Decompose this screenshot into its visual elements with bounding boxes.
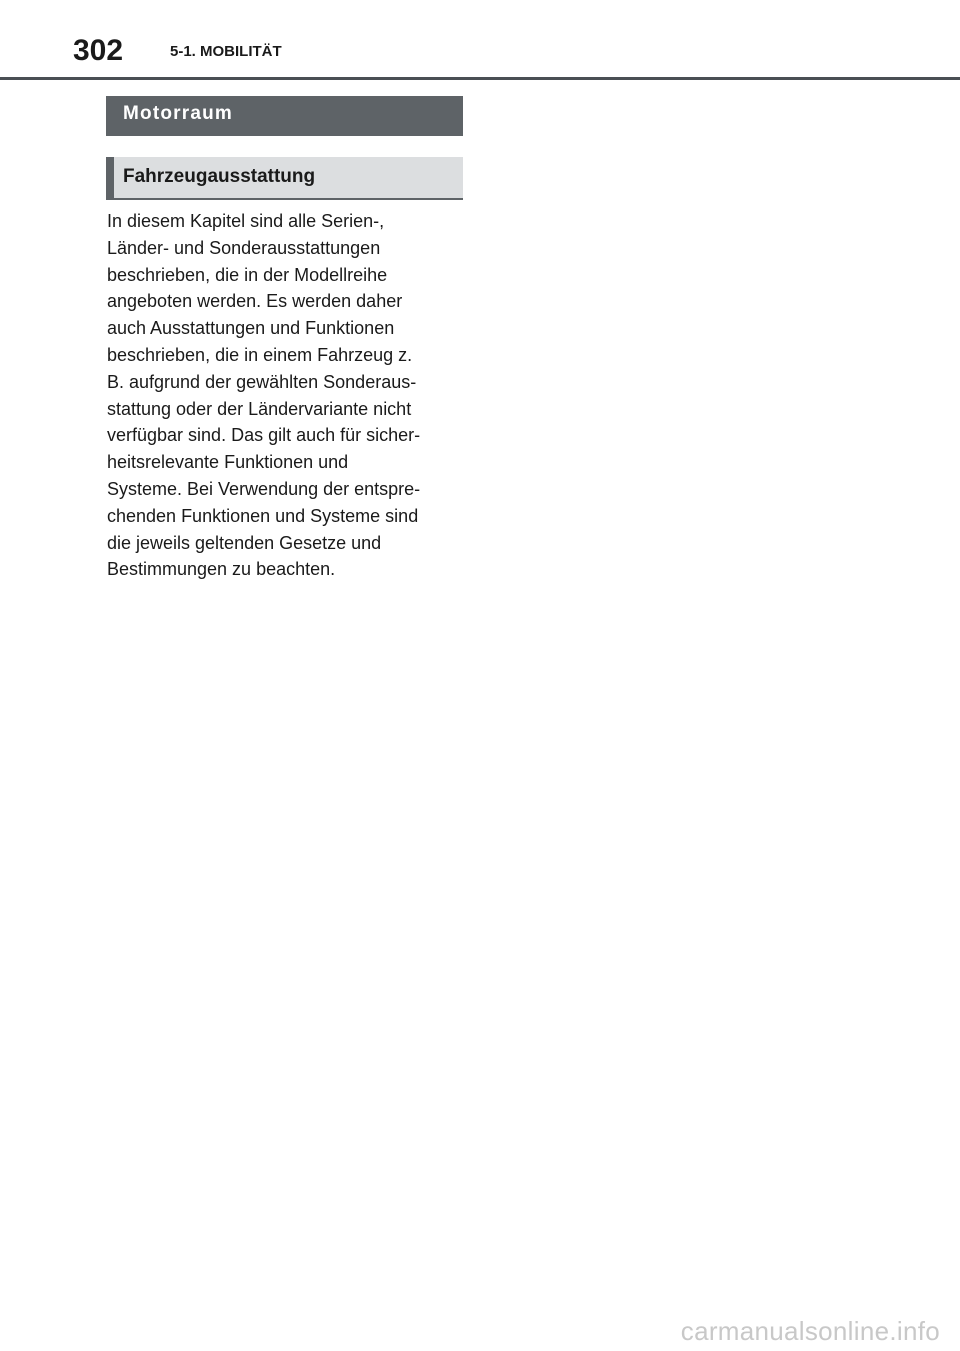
section-title: Motorraum xyxy=(123,103,234,124)
body-line: chenden Funktionen und Systeme sind xyxy=(107,505,419,526)
chapter-title: 5-1. MOBILITÄT xyxy=(170,43,282,60)
body-line: stattung oder der Ländervariante nicht xyxy=(107,398,412,419)
body-line: Systeme. Bei Verwendung der entspre- xyxy=(107,478,421,499)
body-line: die jeweils geltenden Gesetze und xyxy=(107,532,382,553)
page-number: 302 xyxy=(73,34,124,67)
body-line: heitsrelevante Funktionen und xyxy=(107,452,349,473)
body-line: beschrieben, die in einem Fahrzeug z. xyxy=(107,344,413,365)
body-line: Länder- und Sonderausstattungen xyxy=(107,237,381,258)
body-line: auch Ausstattungen und Funktionen xyxy=(107,318,395,339)
body-paragraph xyxy=(107,208,467,583)
subsection-banner xyxy=(106,157,463,200)
header-divider xyxy=(0,77,960,80)
body-line: Bestimmungen zu beachten. xyxy=(107,559,336,580)
body-line: angeboten werden. Es werden daher xyxy=(107,291,403,312)
body-line: beschrieben, die in der Modellreihe xyxy=(107,264,388,285)
subsection-title: Fahrzeugausstattung xyxy=(123,166,316,187)
section-banner xyxy=(106,96,463,136)
body-line: In diesem Kapitel sind alle Serien-, xyxy=(107,211,385,231)
body-line: verfügbar sind. Das gilt auch für sicher- xyxy=(107,425,421,446)
watermark-text: carmanualsonline.info xyxy=(680,1316,940,1346)
body-line: B. aufgrund der gewählten Sonderaus- xyxy=(107,371,417,392)
